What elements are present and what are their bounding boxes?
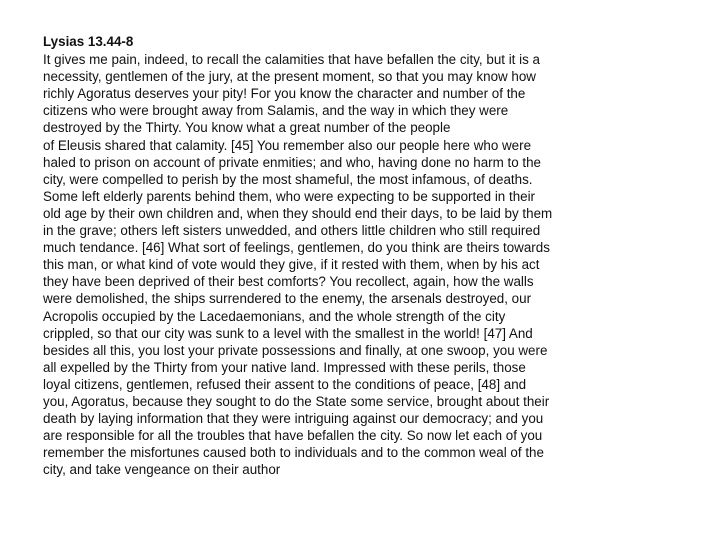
passage-line: death by laying information that they were intriguing against our democracy; and you: [43, 411, 544, 427]
passage-line: city, were compelled to perish by the most shameful, the most infamous, of deaths.: [43, 171, 533, 187]
passage-line: citizens who were brought away from Salamis, and the way in which they were: [43, 103, 509, 119]
passage-line: city, and take vengeance on their author: [43, 462, 281, 478]
passage-line: old age by their own children and, when they should end their days, to be laid by them: [43, 205, 553, 221]
passage-line: necessity, gentlemen of the jury, at the present moment, so that you may know how: [43, 69, 536, 85]
passage-line: all expelled by the Thirty from your native land. Impressed with these perils, those: [43, 359, 526, 375]
passage-line: besides all this, you lost your private possessions and finally, at one swoop, you were: [43, 342, 548, 358]
passage-line: were demolished, the ships surrendered to the enemy, the arsenals destroyed, our: [43, 291, 532, 307]
passage-line: loyal citizens, gentlemen, refused their assent to the conditions of peace, [48] and: [43, 376, 527, 392]
passage-line: you, Agoratus, because they sought to do the State some service, brought about their: [43, 393, 550, 409]
passage-body: [43, 51, 683, 478]
passage-line: crippled, so that our city was sunk to a level with the smallest in the world! [47] And: [43, 325, 533, 341]
passage-line: destroyed by the Thirty. You know what a great number of the people: [43, 120, 451, 136]
passage-line: are responsible for all the troubles that have befallen the city. So now let each of you: [43, 428, 543, 444]
passage-title: Lysias 13.44-8: [43, 34, 134, 49]
passage-line: they have been deprived of their best comforts? You recollect, again, how the walls: [43, 274, 534, 290]
passage-line: this man, or what kind of vote would they give, if it rested with them, when by his act: [43, 257, 540, 273]
passage-line: much tendance. [46] What sort of feelings, gentlemen, do you think are theirs towards: [43, 240, 550, 256]
passage-line: in the grave; others left sisters unwedded, and others little children who still required: [43, 223, 541, 239]
passage-text-block: [43, 33, 683, 478]
passage-line: richly Agoratus deserves your pity! For you know the character and number of the: [43, 86, 526, 102]
passage-line: It gives me pain, indeed, to recall the calamities that have befallen the city, but it is a: [43, 52, 540, 68]
passage-line: Some left elderly parents behind them, who were expecting to be supported in their: [43, 188, 536, 204]
passage-line: haled to prison on account of private enmities; and who, having done no harm to the: [43, 154, 542, 170]
passage-line: of Eleusis shared that calamity. [45] You remember also our people here who were: [43, 137, 532, 153]
passage-line: remember the misfortunes caused both to individuals and to the common weal of the: [43, 445, 544, 461]
passage-line: Acropolis occupied by the Lacedaemonians, and the whole strength of the city: [43, 308, 506, 324]
